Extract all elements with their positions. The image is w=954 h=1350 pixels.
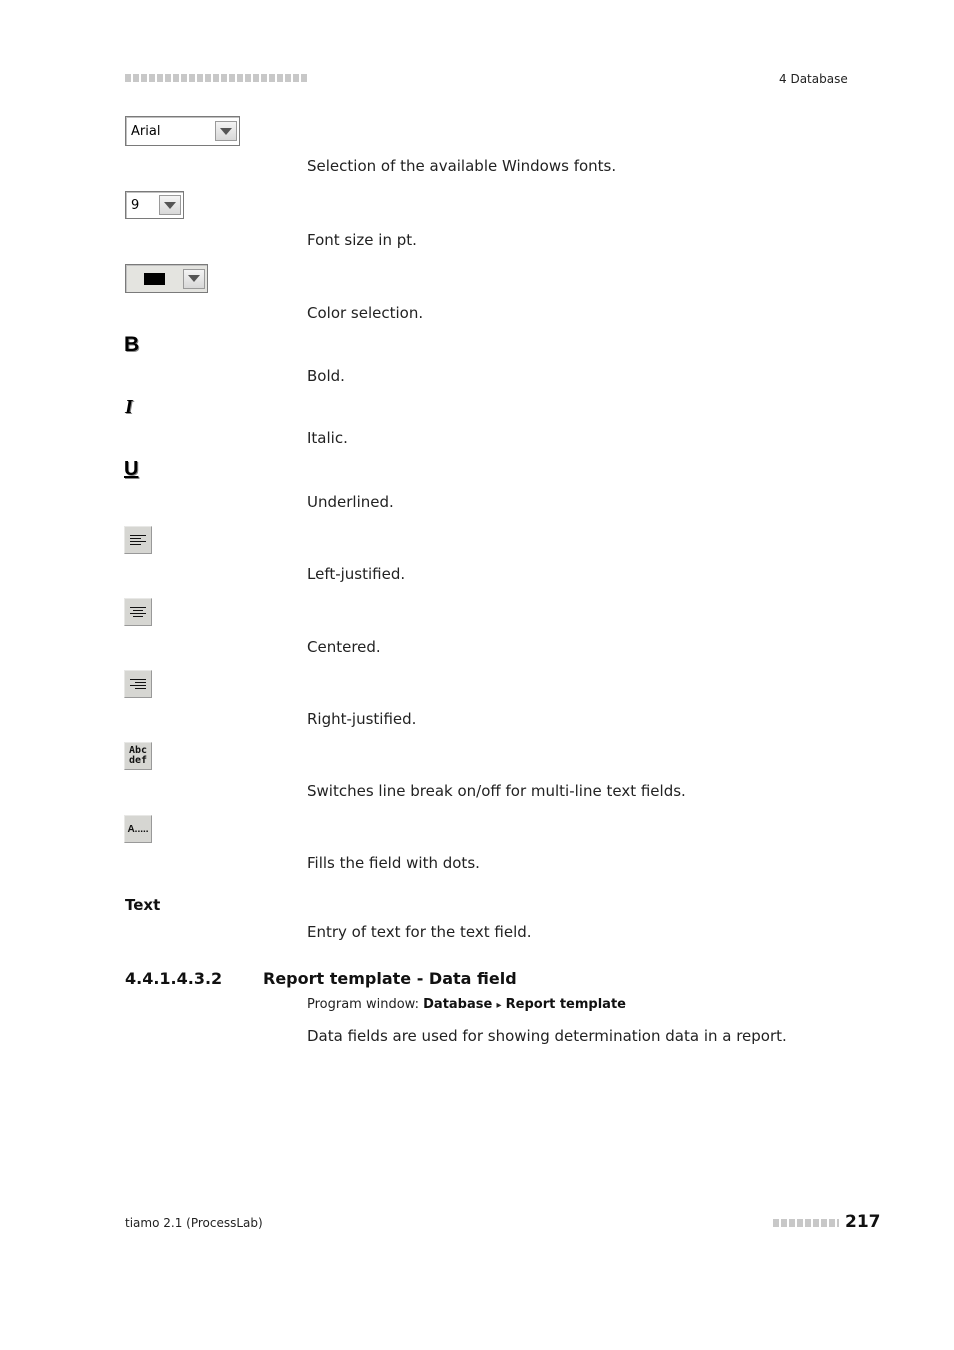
item-description: Switches line break on/off for multi-line text fields. <box>307 782 686 800</box>
fill-dots-glyph: A..... <box>127 823 149 835</box>
item-description: Left-justified. <box>307 565 406 583</box>
item-description: Font size in pt. <box>307 231 417 249</box>
align-right-icon <box>124 670 152 698</box>
item-description: Selection of the available Windows fonts. <box>307 157 617 175</box>
align-left-icon <box>124 526 152 554</box>
item-description: Italic. <box>307 429 348 447</box>
parameter-term: Text <box>125 896 161 914</box>
item-description: Color selection. <box>307 304 424 322</box>
color-swatch <box>144 273 165 285</box>
font-combo-value: Arial <box>131 123 161 139</box>
font-size-combo-icon <box>125 191 184 219</box>
align-center-icon <box>124 598 152 626</box>
footer-product: tiamo 2.1 (ProcessLab) <box>125 1216 263 1230</box>
item-description: Bold. <box>307 367 345 385</box>
path-database: Database <box>423 997 493 1012</box>
section-number: 4.4.1.4.3.2 <box>125 969 223 988</box>
chevron-down-icon <box>159 195 181 215</box>
section-title: Report template - Data field <box>263 969 517 988</box>
chevron-down-icon <box>183 269 205 289</box>
word-wrap-icon <box>124 742 152 770</box>
italic-icon: I <box>125 396 133 418</box>
footer-decoration <box>773 1219 839 1227</box>
fill-dots-icon <box>124 815 152 843</box>
item-description: Underlined. <box>307 493 394 511</box>
underline-icon: U <box>124 458 139 480</box>
parameter-description: Entry of text for the text field. <box>307 923 532 941</box>
color-combo-icon <box>125 264 208 293</box>
word-wrap-glyph: Abc def <box>128 745 148 766</box>
program-window-path <box>307 997 626 1012</box>
path-report-template: Report template <box>505 997 626 1012</box>
chapter-title: 4 Database <box>779 72 848 86</box>
bold-icon: B <box>124 333 140 356</box>
header-decoration <box>125 74 307 82</box>
font-combo-icon <box>125 116 240 146</box>
item-description: Fills the field with dots. <box>307 854 480 872</box>
chevron-down-icon <box>215 121 237 141</box>
path-separator-icon: ▸ <box>496 1000 502 1011</box>
item-description: Centered. <box>307 638 381 656</box>
item-description: Right-justified. <box>307 710 417 728</box>
section-body: Data fields are used for showing determination data in a report. <box>307 1027 787 1045</box>
page-number: 217 <box>845 1212 881 1232</box>
size-combo-value: 9 <box>131 197 140 213</box>
program-window-label: Program window: <box>307 997 419 1012</box>
